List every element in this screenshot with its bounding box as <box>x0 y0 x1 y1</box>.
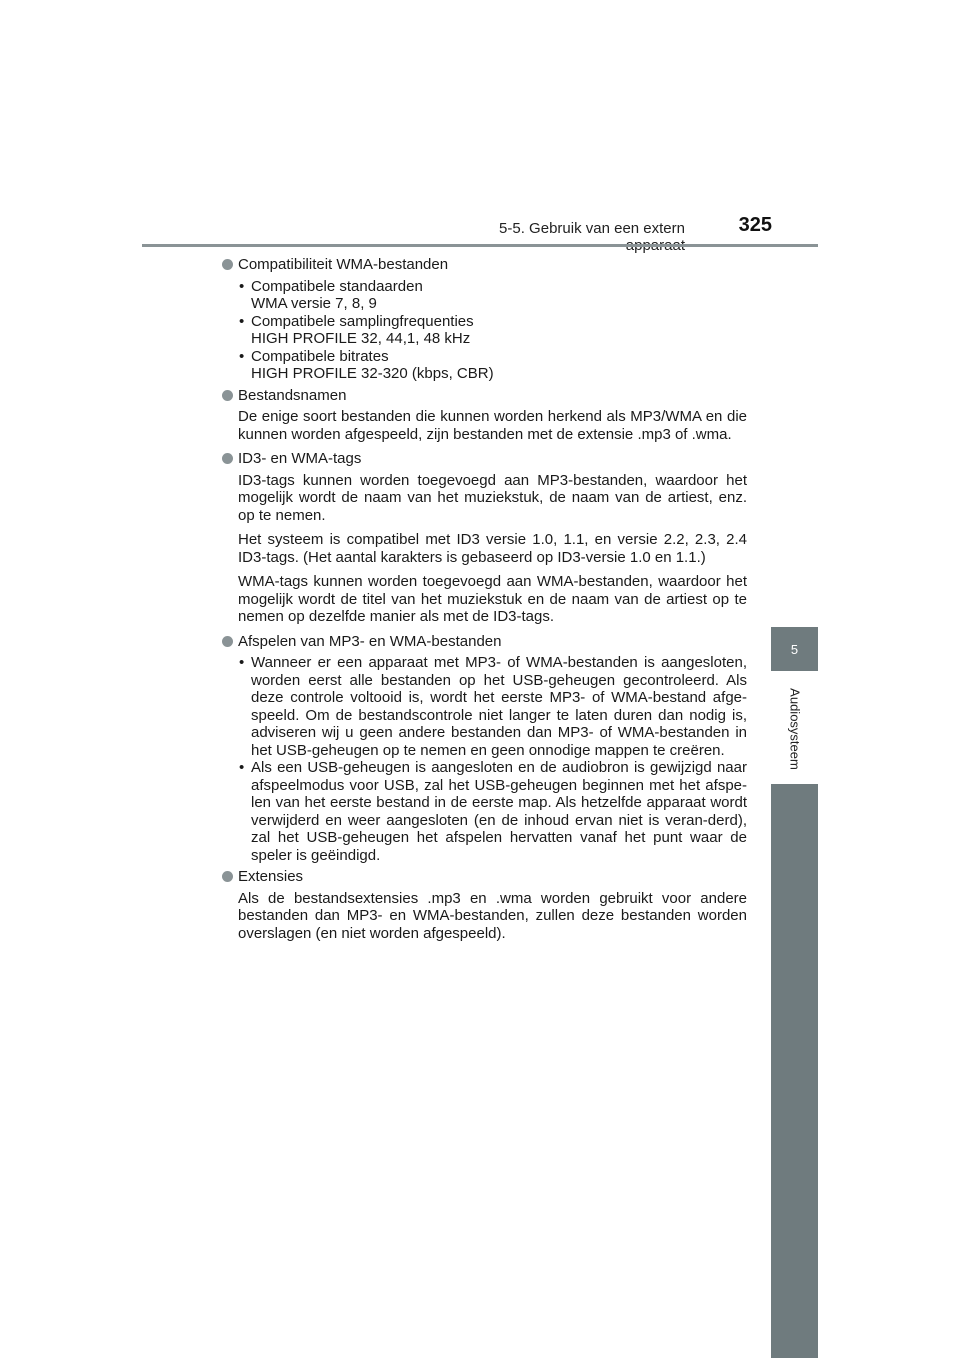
page-content <box>222 256 747 949</box>
sub-item-detail: HIGH PROFILE 32-320 (kbps, CBR) <box>251 365 494 382</box>
page-number: 325 <box>738 214 772 236</box>
item-title: Extensies <box>238 868 304 885</box>
sub-item-label: Compatibele standaarden <box>251 277 423 295</box>
sub-item-detail: HIGH PROFILE 32, 44,1, 48 kHz <box>251 330 471 347</box>
chapter-tab-label: Audiosysteem <box>787 688 802 770</box>
list-item <box>222 868 747 942</box>
header-divider <box>142 244 818 247</box>
sub-list <box>238 278 747 383</box>
circle-bullet-icon <box>222 259 233 270</box>
sub-item <box>238 348 747 383</box>
chapter-tab-number: 5 <box>771 627 818 671</box>
item-paragraph: ID3-tags kunnen worden toegevoegd aan MP3-bestanden, waardoor het mogelijk wordt de naam van het muziekstuk, de naam van de artiest, enz. op te nemen. <box>238 471 747 524</box>
sub-item <box>238 278 747 313</box>
item-title: Afspelen van MP3- en WMA-bestanden <box>238 632 502 650</box>
sub-item: • Als een USB-geheugen is aangesloten en de audiobron is gewijzigd naar afspeelmodus voor USB, zal het USB-geheugen beginnen met het afspe-len van het eerste bestand in de eerste map. Als hetzelfde apparaat wordt verwijderd en weer aangesloten (en de inhoud ervan niet is veran-derd), zal het USB-geheugen het afspelen hervatten vanaf het punt waar de speler is geëindigd. <box>238 759 747 864</box>
chapter-tab-label-box <box>771 674 818 784</box>
sub-list <box>238 654 747 864</box>
item-paragraph: WMA-tags kunnen worden toegevoegd aan WMA-bestanden, waardoor het mogelijk wordt de titel van het muziekstuk en de naam van de artiest op te nemen op dezelfde manier als met de ID3-tags. <box>238 573 747 625</box>
list-item <box>222 387 747 444</box>
item-paragraph: Als de bestandsextensies .mp3 en .wma worden gebruikt voor andere bestanden dan MP3- en WMA-bestanden, zullen deze bestanden worden overslagen (en niet worden afgespeeld). <box>238 889 747 942</box>
item-title: Bestandsnamen <box>238 386 347 404</box>
chapter-tab-bar <box>771 784 818 1358</box>
circle-bullet-icon <box>222 636 233 647</box>
list-item <box>222 256 747 383</box>
item-title: ID3- en WMA-tags <box>238 450 362 467</box>
item-paragraph: De enige soort bestanden die kunnen worden herkend als MP3/WMA en die kunnen worden afgespeeld, zijn bestanden met de extensie .mp3 of .wma. <box>238 408 747 443</box>
section-title: 5-5. Gebruik van een extern <box>499 220 685 237</box>
sub-item-label: Compatibele samplingfrequenties <box>251 312 474 330</box>
sub-item <box>238 313 747 348</box>
circle-bullet-icon <box>222 390 233 401</box>
list-item <box>222 633 747 865</box>
circle-bullet-icon <box>222 871 233 882</box>
list-item <box>222 450 747 626</box>
sub-item-detail: WMA versie 7, 8, 9 <box>251 295 377 312</box>
item-title: Compatibiliteit WMA-bestanden <box>238 256 449 273</box>
sub-item-label: Compatibele bitrates <box>251 347 389 365</box>
item-paragraph: Het systeem is compatibel met ID3 versie 1.0, 1.1, en versie 2.2, 2.3, 2.4 ID3-tags. (Het aantal karakters is gebaseerd op ID3-versie 1.0 en 1.1.) <box>238 531 747 566</box>
sub-item: • Wanneer er een apparaat met MP3- of WMA-bestanden is aangesloten, worden eerst alle bestanden op het USB-geheugen gecontroleerd. Als deze controle voltooid is, wordt het eerste MP3- of WMA-bestand afge-speeld. Om de bestandscontrole niet langer te laten duren dan nodig is, adviseren wij u geen andere bestanden dan MP3- of WMA-bestanden in het USB-geheugen op te nemen en geen onnodige mappen te creëren. <box>238 654 747 759</box>
circle-bullet-icon <box>222 453 233 464</box>
